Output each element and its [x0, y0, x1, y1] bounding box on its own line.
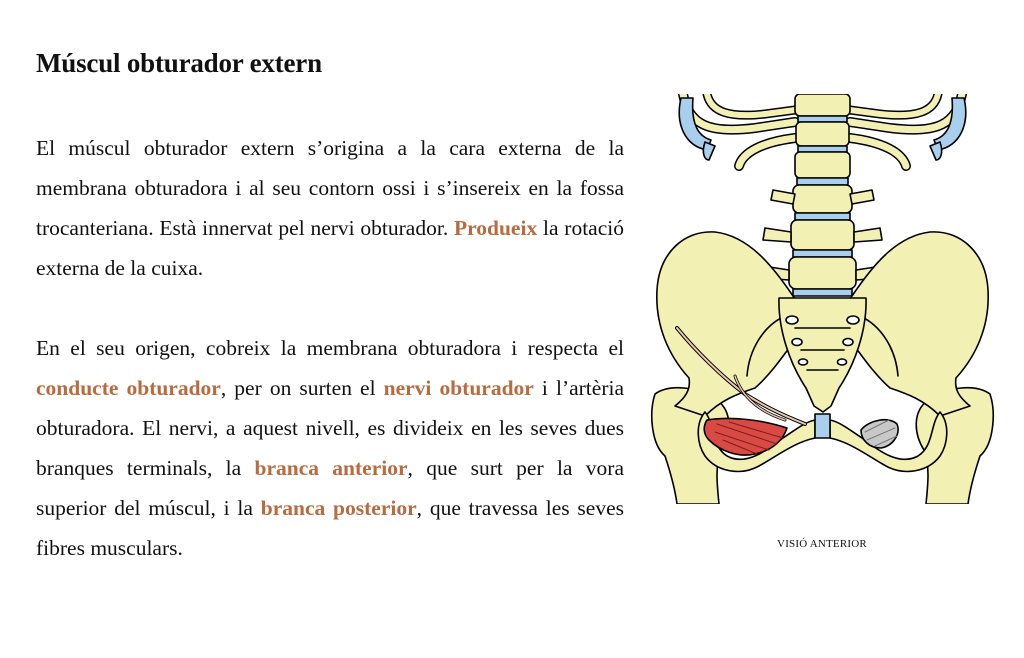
- intervertebral-disc: [795, 213, 850, 220]
- costal-cartilage: [930, 142, 942, 160]
- link-produeix[interactable]: Produeix: [453, 216, 538, 240]
- sacral-foramen: [843, 339, 853, 346]
- pubic-symphysis: [815, 414, 830, 438]
- sacral-foramen: [786, 316, 798, 324]
- rib: [850, 138, 906, 166]
- intervertebral-disc: [798, 146, 847, 152]
- vertebra: [795, 94, 850, 116]
- vertebra: [791, 220, 854, 250]
- paragraph-text: la rotació externa de la cuixa.: [36, 216, 624, 280]
- vertebra: [793, 185, 852, 213]
- paragraph-text: , que surt per la vora superior del múscul, i la: [36, 456, 624, 520]
- transverse-process: [771, 190, 795, 204]
- link-conducte-obturador[interactable]: conducte obturador: [36, 376, 221, 400]
- transverse-process: [763, 228, 791, 242]
- sacral-foramen: [838, 359, 847, 365]
- costal-cartilage: [703, 142, 715, 160]
- sacral-foramen: [792, 339, 802, 346]
- intervertebral-disc: [793, 250, 852, 257]
- paragraph-text: , que travessa les seves fibres musculars.: [36, 496, 624, 560]
- intervertebral-disc: [797, 178, 848, 185]
- paragraph-text: En el seu origen, cobreix la membrana obturadora i respecta el: [36, 336, 624, 360]
- sacrum: [779, 298, 866, 412]
- link-branca-posterior[interactable]: branca posterior: [260, 496, 417, 520]
- vertebra: [796, 122, 849, 146]
- vertebra: [789, 257, 856, 289]
- paragraph-origin: [36, 128, 624, 288]
- paragraph-text: , per on surten el: [220, 376, 384, 400]
- paragraph-text: i l’artèria obturadora. El nervi, a aquest nivell, es divideix en les seves dues branques terminals, la: [36, 376, 624, 480]
- figure-caption: VISIÓ ANTERIOR: [777, 538, 867, 550]
- pelvis-illustration: [645, 94, 1000, 504]
- transverse-process: [850, 190, 874, 204]
- page-title: Múscul obturador extern: [36, 48, 322, 78]
- rib: [739, 138, 795, 166]
- link-nervi-obturador[interactable]: nervi obturador: [383, 376, 534, 400]
- vertebra: [795, 152, 850, 178]
- sacral-foramen: [799, 359, 808, 365]
- intervertebral-disc: [798, 116, 847, 122]
- intervertebral-disc: [793, 289, 852, 296]
- link-branca-anterior[interactable]: branca anterior: [254, 456, 408, 480]
- transverse-process: [854, 228, 882, 242]
- sacral-foramen: [847, 316, 859, 324]
- paragraph-relations: [36, 328, 624, 568]
- paragraph-text: El múscul obturador extern s’origina a la cara externa de la membrana obturadora i al seu contorn ossi i s’insereix en la fossa trocanteriana. Està innervat pel nervi obturador.: [36, 136, 624, 240]
